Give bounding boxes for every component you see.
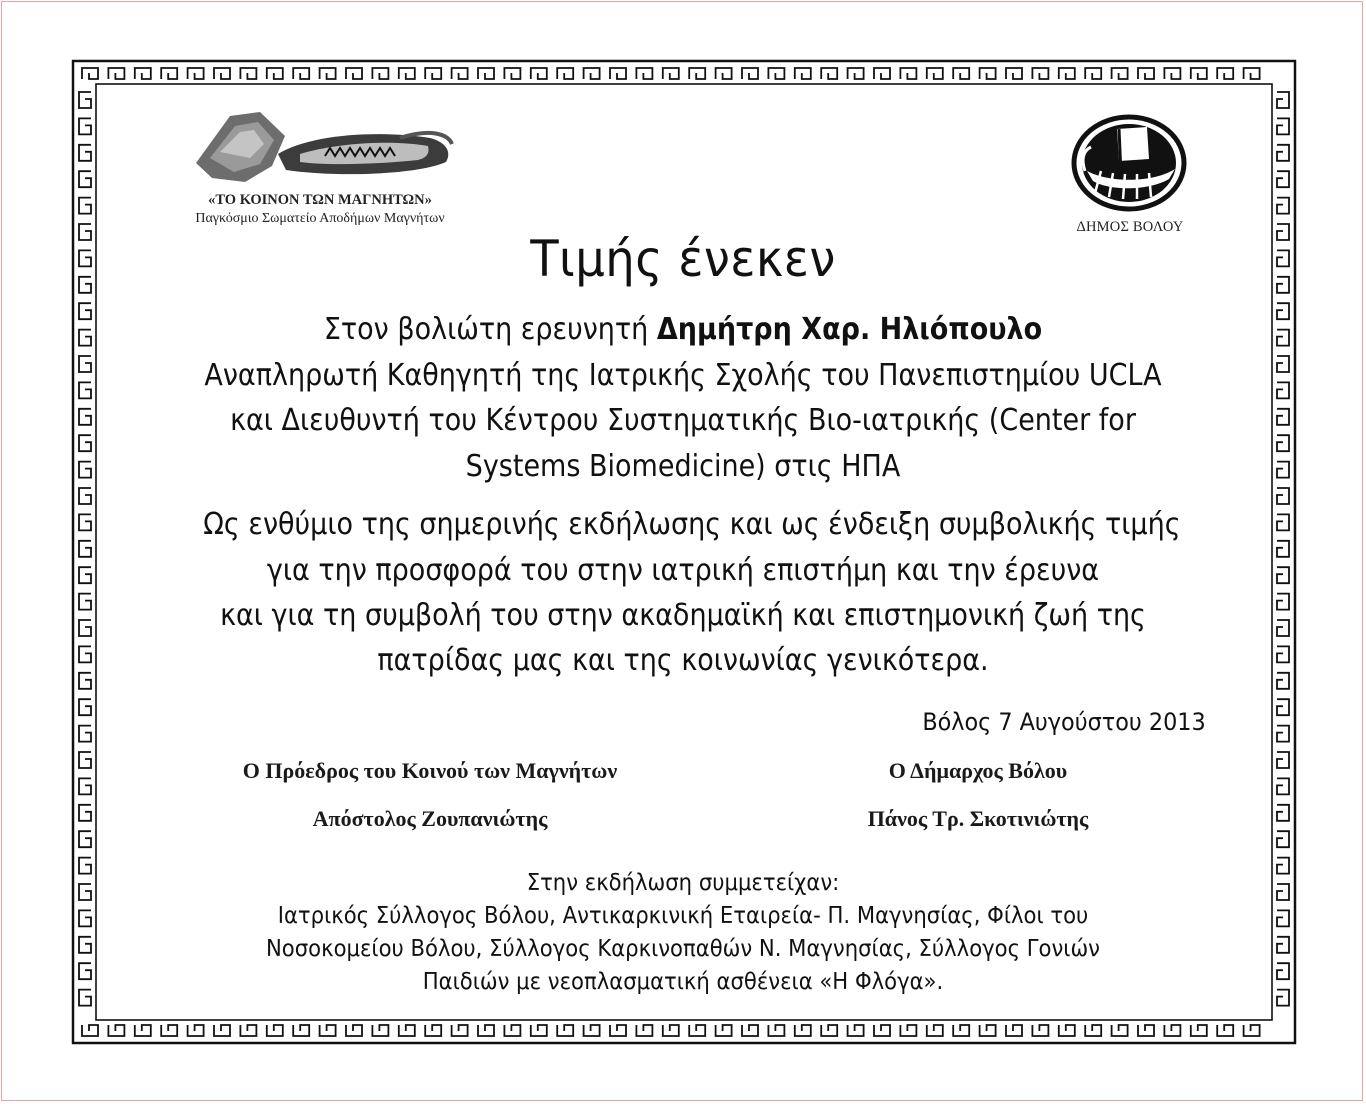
meander-motif — [79, 620, 91, 636]
meander-motif — [927, 68, 943, 79]
meander-motif — [980, 1025, 996, 1036]
organization-subtitle: Παγκόσμιο Σωματείο Αποδήμων Μαγνήτων — [195, 211, 445, 226]
meander-motif — [79, 145, 91, 161]
meander-motif — [1277, 303, 1289, 319]
meander-motif — [478, 1025, 494, 1036]
meander-motif — [79, 646, 91, 662]
meander-motif — [161, 68, 177, 79]
participants-line-2: Νοσοκομείου Βόλου, Σύλλογος Καρκινοπαθών Ν. Μαγνησίας, Σύλλογος Γονιών — [265, 936, 1101, 962]
recipient-line-4: Systems Biomedicine) στις ΗΠΑ — [465, 449, 901, 484]
meander-motif — [1277, 277, 1289, 293]
meander-motif — [1277, 198, 1289, 214]
meander-motif — [1277, 250, 1289, 266]
meander-motif — [874, 1025, 890, 1036]
recipient-line-2: Αναπληρωτή Καθηγητή της Ιατρικής Σχολής του Πανεπιστημίου UCLA — [204, 358, 1162, 393]
meander-motif — [79, 330, 91, 346]
meander-motif — [82, 68, 98, 79]
meander-motif — [293, 68, 309, 79]
meander-motif — [79, 541, 91, 557]
meander-motif — [79, 409, 91, 425]
meander-motif — [1277, 778, 1289, 794]
meander-motif — [1277, 594, 1289, 610]
meander-motif — [1059, 1025, 1075, 1036]
meander-motif — [79, 303, 91, 319]
meander-motif — [425, 68, 441, 79]
right-signatory-role: Ο Δήμαρχος Βόλου — [888, 758, 1068, 783]
meander-motif — [79, 805, 91, 821]
meander-motif — [1277, 699, 1289, 715]
meander-motif — [1277, 620, 1289, 636]
meander-motif — [79, 462, 91, 478]
meander-motif — [79, 831, 91, 847]
meander-motif — [795, 1025, 811, 1036]
meander-motif — [1164, 1025, 1180, 1036]
meander-motif — [346, 1025, 362, 1036]
left-signatory-role: Ο Πρόεδρος του Κοινού των Μαγνήτων — [242, 758, 618, 783]
meander-motif — [372, 1025, 388, 1036]
meander-motif — [1277, 673, 1289, 689]
left-signatory-name: Απόστολος Ζουπανιώτης — [312, 806, 548, 831]
meander-motif — [953, 68, 969, 79]
meander-motif — [663, 68, 679, 79]
meander-motif — [1277, 356, 1289, 372]
meander-motif — [636, 68, 652, 79]
dedication-line-4: πατρίδας μας και της κοινωνίας γενικότερα. — [377, 643, 989, 678]
meander-motif — [1277, 884, 1289, 900]
meander-motif — [79, 858, 91, 874]
meander-motif — [1217, 68, 1233, 79]
meander-motif — [452, 1025, 468, 1036]
meander-motif — [79, 92, 91, 108]
meander-motif — [531, 68, 547, 79]
meander-motif — [79, 594, 91, 610]
meander-motif — [1277, 145, 1289, 161]
meander-motif — [79, 488, 91, 504]
meander-motif — [1277, 171, 1289, 187]
meander-motif — [79, 963, 91, 979]
meander-motif — [79, 514, 91, 530]
meander-motif — [79, 990, 91, 1006]
meander-motif — [214, 68, 230, 79]
meander-motif — [1138, 68, 1154, 79]
meander-motif — [821, 68, 837, 79]
meander-motif — [663, 1025, 679, 1036]
meander-motif — [135, 68, 151, 79]
municipality-name: ΔΗΜΟΣ ΒΟΛΟΥ — [1076, 219, 1184, 235]
organization-name: «ΤΟ ΚΟΙΝΟΝ ΤΩΝ ΜΑΓΝΗΤΩΝ» — [208, 192, 432, 208]
meander-motif — [108, 68, 124, 79]
meander-motif — [79, 118, 91, 134]
recipient-prefix: Στον βολιώτη ερευνητή — [323, 312, 657, 347]
meander-motif — [1244, 68, 1260, 79]
meander-motif — [1006, 68, 1022, 79]
meander-motif — [1138, 1025, 1154, 1036]
meander-motif — [161, 1025, 177, 1036]
participants-line-1: Ιατρικός Σύλλογος Βόλου, Αντικαρκινική Εταιρεία- Π. Μαγνησίας, Φίλοι του — [277, 903, 1089, 929]
meander-motif — [79, 910, 91, 926]
meander-motif — [79, 884, 91, 900]
meander-motif — [79, 198, 91, 214]
meander-motif — [900, 1025, 916, 1036]
meander-motif — [1164, 68, 1180, 79]
meander-motif — [1112, 68, 1128, 79]
meander-motif — [346, 68, 362, 79]
meander-motif — [478, 68, 494, 79]
meander-motif — [1277, 224, 1289, 240]
meander-motif — [821, 1025, 837, 1036]
participants-heading: Στην εκδήλωση συμμετείχαν: — [526, 870, 840, 896]
meander-motif — [1277, 910, 1289, 926]
meander-motif — [1277, 330, 1289, 346]
meander-motif — [1277, 858, 1289, 874]
meander-motif — [1277, 514, 1289, 530]
meander-motif — [742, 68, 758, 79]
meander-motif — [1277, 646, 1289, 662]
meander-motif — [557, 1025, 573, 1036]
meander-motif — [135, 1025, 151, 1036]
meander-motif — [1059, 68, 1075, 79]
date-line: Βόλος 7 Αυγούστου 2013 — [922, 708, 1206, 736]
meander-motif — [1277, 541, 1289, 557]
meander-motif — [79, 673, 91, 689]
meander-motif — [742, 1025, 758, 1036]
meander-motif — [1277, 488, 1289, 504]
meander-motif — [1277, 990, 1289, 1006]
meander-motif — [874, 68, 890, 79]
meander-motif — [293, 1025, 309, 1036]
meander-motif — [452, 68, 468, 79]
meander-motif — [768, 68, 784, 79]
meander-motif — [79, 752, 91, 768]
meander-motif — [399, 1025, 415, 1036]
meander-motif — [1277, 937, 1289, 953]
ship-emblem-icon — [1071, 113, 1189, 213]
meander-motif — [1277, 92, 1289, 108]
meander-motif — [1277, 752, 1289, 768]
meander-motif — [927, 1025, 943, 1036]
meander-motif — [848, 68, 864, 79]
meander-motif — [1244, 1025, 1260, 1036]
meander-motif — [610, 1025, 626, 1036]
meander-motif — [79, 277, 91, 293]
meander-motif — [79, 224, 91, 240]
meander-motif — [79, 726, 91, 742]
meander-motif — [584, 68, 600, 79]
meander-motif — [320, 1025, 336, 1036]
meander-motif — [79, 778, 91, 794]
certificate-title: Τιμής ένεκεν — [530, 230, 836, 288]
meander-motif — [1085, 68, 1101, 79]
meander-motif — [79, 356, 91, 372]
right-signatory-name: Πάνος Τρ. Σκοτινιώτης — [867, 806, 1089, 831]
meander-motif — [425, 1025, 441, 1036]
meander-motif — [240, 1025, 256, 1036]
meander-motif — [504, 1025, 520, 1036]
meander-motif — [1277, 435, 1289, 451]
meander-motif — [557, 68, 573, 79]
meander-motif — [900, 68, 916, 79]
meander-motif — [1277, 805, 1289, 821]
meander-motif — [1112, 1025, 1128, 1036]
meander-motif — [953, 1025, 969, 1036]
meander-motif — [636, 1025, 652, 1036]
meander-motif — [1191, 68, 1207, 79]
meander-motif — [372, 68, 388, 79]
meander-motif — [1191, 1025, 1207, 1036]
meander-motif — [79, 435, 91, 451]
dedication-line-3: και για τη συμβολή του στην ακαδημαϊκή και επιστημονική ζωή της — [220, 598, 1146, 633]
dedication-line-2: για την προσφορά του στην ιατρική επιστήμη και την έρευνα — [266, 553, 1100, 588]
meander-motif — [1277, 963, 1289, 979]
meander-motif — [79, 567, 91, 583]
meander-motif — [610, 68, 626, 79]
meander-motif — [82, 1025, 98, 1036]
meander-motif — [79, 171, 91, 187]
meander-motif — [108, 1025, 124, 1036]
meander-motif — [1277, 409, 1289, 425]
meander-motif — [531, 1025, 547, 1036]
meander-motif — [1032, 68, 1048, 79]
recipient-name: Δημήτρη Χαρ. Ηλιόπουλο — [656, 312, 1043, 347]
meander-motif — [214, 1025, 230, 1036]
meander-motif — [79, 937, 91, 953]
meander-motif — [795, 68, 811, 79]
meander-motif — [716, 68, 732, 79]
meander-motif — [1032, 1025, 1048, 1036]
meander-motif — [1277, 382, 1289, 398]
fish-sculpture-logo-icon — [190, 108, 455, 188]
meander-motif — [188, 1025, 204, 1036]
meander-motif — [1277, 118, 1289, 134]
meander-motif — [689, 1025, 705, 1036]
meander-motif — [79, 250, 91, 266]
meander-motif — [1085, 1025, 1101, 1036]
meander-motif — [1277, 726, 1289, 742]
meander-motif — [768, 1025, 784, 1036]
meander-motif — [267, 1025, 283, 1036]
meander-motif — [1006, 1025, 1022, 1036]
meander-motif — [716, 1025, 732, 1036]
meander-motif — [1277, 831, 1289, 847]
recipient-line-1 — [203, 312, 1162, 347]
recipient-line-3: και Διευθυντή του Κέντρου Συστηματικής Βιο-ιατρικής (Center for — [230, 403, 1136, 438]
meander-motif — [584, 1025, 600, 1036]
meander-motif — [689, 68, 705, 79]
meander-motif — [980, 68, 996, 79]
meander-motif — [79, 699, 91, 715]
meander-motif — [1277, 462, 1289, 478]
meander-motif — [267, 68, 283, 79]
meander-motif — [399, 68, 415, 79]
meander-motif — [79, 382, 91, 398]
meander-motif — [240, 68, 256, 79]
meander-motif — [848, 1025, 864, 1036]
meander-motif — [188, 68, 204, 79]
meander-motif — [320, 68, 336, 79]
meander-motif — [1277, 567, 1289, 583]
dedication-line-1: Ως ενθύμιο της σημερινής εκδήλωσης και ως ένδειξη συμβολικής τιμής — [203, 507, 1181, 542]
meander-motif — [1217, 1025, 1233, 1036]
meander-motif — [504, 68, 520, 79]
participants-line-3: Παιδιών με νεοπλασματική ασθένεια «Η Φλόγα». — [422, 969, 944, 995]
